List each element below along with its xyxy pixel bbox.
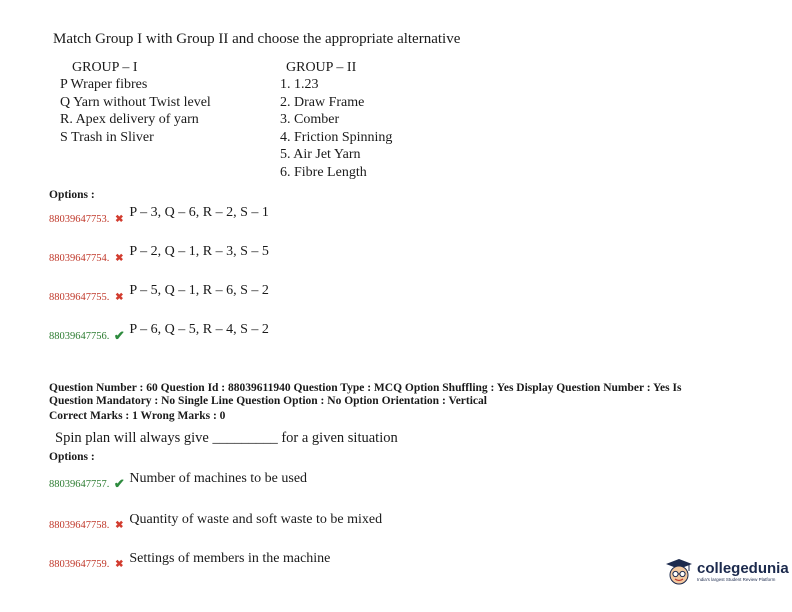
option-text: P – 3, Q – 6, R – 2, S – 1 bbox=[129, 205, 269, 220]
option-id: 88039647757. bbox=[49, 478, 110, 490]
option-row[interactable] bbox=[49, 322, 269, 344]
option-row[interactable] bbox=[49, 551, 331, 572]
group2-item: 6. Fibre Length bbox=[280, 165, 367, 180]
option-row[interactable] bbox=[49, 471, 308, 492]
logo-name: collegedunia bbox=[697, 560, 789, 577]
option-id: 88039647759. bbox=[49, 558, 110, 570]
option-text: Quantity of waste and soft waste to be mixed bbox=[129, 512, 383, 527]
group2-item: 2. Draw Frame bbox=[280, 95, 365, 110]
wrong-mark-icon: ✖ bbox=[115, 519, 124, 531]
student-face-icon bbox=[665, 558, 693, 586]
option-text: P – 2, Q – 1, R – 3, S – 5 bbox=[129, 244, 269, 259]
group2-header: GROUP – II bbox=[286, 60, 357, 75]
option-row[interactable] bbox=[49, 244, 269, 266]
wrong-mark-icon: ✖ bbox=[115, 252, 124, 264]
option-id: 88039647758. bbox=[49, 519, 110, 531]
wrong-mark-icon: ✖ bbox=[115, 558, 124, 570]
options-label: Options : bbox=[49, 189, 95, 201]
group1-item: Q Yarn without Twist level bbox=[60, 95, 211, 110]
option-id: 88039647756. bbox=[49, 330, 110, 342]
option-id: 88039647753. bbox=[49, 213, 110, 225]
group2-item: 4. Friction Spinning bbox=[280, 130, 393, 145]
option-row[interactable] bbox=[49, 283, 269, 305]
option-text: P – 6, Q – 5, R – 4, S – 2 bbox=[129, 322, 269, 337]
option-id: 88039647754. bbox=[49, 252, 110, 264]
wrong-mark-icon: ✖ bbox=[115, 213, 124, 225]
logo-tagline: India's largest Student Review Platform bbox=[697, 577, 776, 582]
options-label: Options : bbox=[49, 451, 95, 463]
question-text: Spin plan will always give _________ for a given situation bbox=[55, 430, 398, 446]
correct-check-icon: ✔ bbox=[113, 476, 125, 491]
question-meta-line: Question Mandatory : No Single Line Question Option : No Option Orientation : Vertical bbox=[49, 395, 487, 407]
group1-item: S Trash in Sliver bbox=[60, 130, 154, 145]
group2-item: 3. Comber bbox=[280, 112, 340, 127]
marks-info: Correct Marks : 1 Wrong Marks : 0 bbox=[49, 410, 226, 422]
wrong-mark-icon: ✖ bbox=[115, 291, 124, 303]
group2-item: 5. Air Jet Yarn bbox=[280, 147, 361, 162]
group2-item: 1. 1.23 bbox=[280, 77, 319, 92]
question-text: Match Group I with Group II and choose the appropriate alternative bbox=[53, 31, 461, 47]
option-id: 88039647755. bbox=[49, 291, 110, 303]
collegedunia-logo[interactable] bbox=[665, 558, 789, 586]
group1-item: R. Apex delivery of yarn bbox=[60, 112, 199, 127]
option-text: Number of machines to be used bbox=[129, 471, 308, 486]
option-row[interactable] bbox=[49, 205, 269, 227]
option-text: P – 5, Q – 1, R – 6, S – 2 bbox=[129, 283, 269, 298]
group1-item: P Wraper fibres bbox=[60, 77, 148, 92]
question-meta-line: Question Number : 60 Question Id : 88039611940 Question Type : MCQ Option Shuffling : Yes Display Question Number : Yes Is bbox=[49, 382, 682, 394]
option-row[interactable] bbox=[49, 512, 383, 533]
option-text: Settings of members in the machine bbox=[129, 551, 331, 566]
group1-header: GROUP – I bbox=[72, 60, 138, 75]
correct-check-icon: ✔ bbox=[113, 328, 125, 343]
